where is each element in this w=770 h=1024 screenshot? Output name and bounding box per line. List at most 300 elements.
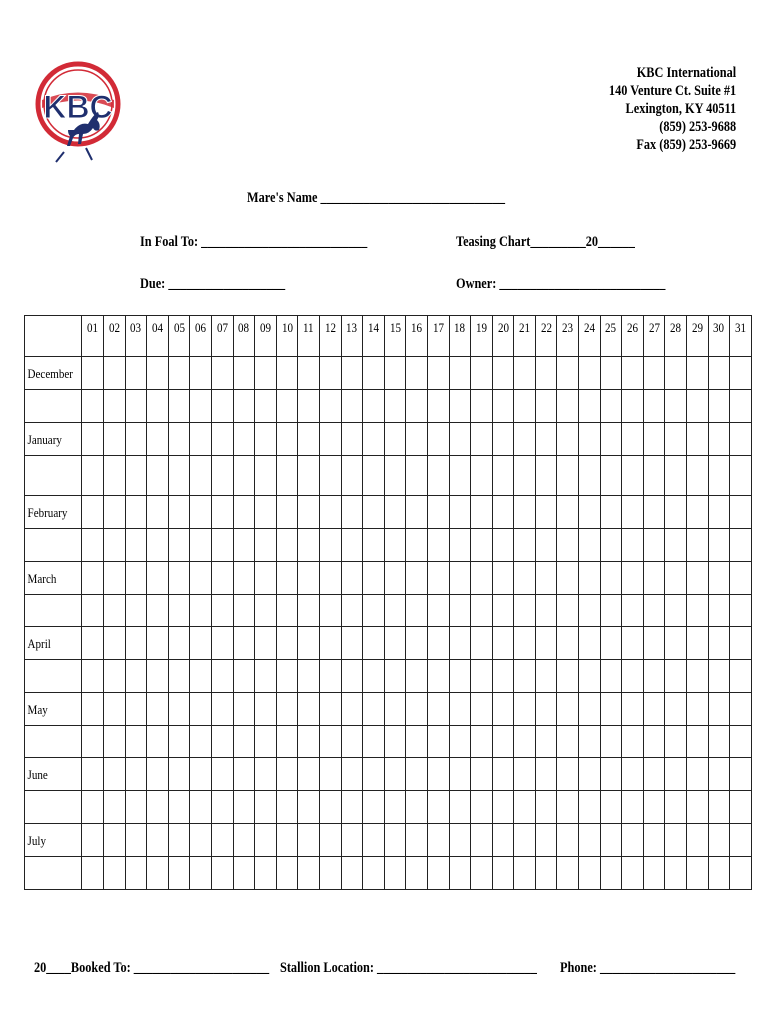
day-cell[interactable] [276,824,298,857]
day-cell[interactable] [384,758,406,791]
day-cell[interactable] [708,357,730,390]
day-cell[interactable] [687,857,709,890]
day-cell[interactable] [492,758,514,791]
day-cell[interactable] [190,758,212,791]
day-cell[interactable] [298,357,320,390]
day-cell[interactable] [233,496,255,529]
day-cell[interactable] [211,627,233,660]
day-cell[interactable] [449,390,471,423]
day-cell[interactable] [449,857,471,890]
day-cell[interactable] [190,357,212,390]
day-cell[interactable] [125,496,147,529]
day-cell[interactable] [557,456,579,496]
day-cell[interactable] [427,562,449,595]
day-cell[interactable] [125,824,147,857]
day-cell[interactable] [82,660,104,693]
day-cell[interactable] [600,390,622,423]
day-cell[interactable] [147,357,169,390]
day-cell[interactable] [363,595,385,627]
day-cell[interactable] [384,423,406,456]
day-cell[interactable] [471,726,493,758]
day-cell[interactable] [276,595,298,627]
day-cell[interactable] [492,595,514,627]
day-cell[interactable] [168,562,190,595]
day-cell[interactable] [449,357,471,390]
day-cell[interactable] [427,456,449,496]
day-cell[interactable] [406,390,428,423]
day-cell[interactable] [622,660,644,693]
day-cell[interactable] [319,529,341,562]
day-cell[interactable] [147,693,169,726]
day-cell[interactable] [600,595,622,627]
day-cell[interactable] [665,357,687,390]
day-cell[interactable] [514,595,536,627]
day-cell[interactable] [557,824,579,857]
day-cell[interactable] [104,824,126,857]
day-cell[interactable] [298,726,320,758]
day-cell[interactable] [427,857,449,890]
day-cell[interactable] [708,456,730,496]
day-cell[interactable] [233,857,255,890]
day-cell[interactable] [665,595,687,627]
day-cell[interactable] [255,595,277,627]
day-cell[interactable] [168,791,190,824]
day-cell[interactable] [125,726,147,758]
day-cell[interactable] [104,627,126,660]
day-cell[interactable] [557,726,579,758]
day-cell[interactable] [211,693,233,726]
day-cell[interactable] [643,357,665,390]
day-cell[interactable] [492,562,514,595]
day-cell[interactable] [622,456,644,496]
day-cell[interactable] [276,726,298,758]
day-cell[interactable] [471,496,493,529]
day-cell[interactable] [255,758,277,791]
day-cell[interactable] [622,627,644,660]
day-cell[interactable] [125,627,147,660]
day-cell[interactable] [233,758,255,791]
day-cell[interactable] [471,660,493,693]
day-cell[interactable] [708,496,730,529]
day-cell[interactable] [579,693,601,726]
day-cell[interactable] [708,660,730,693]
day-cell[interactable] [492,456,514,496]
day-cell[interactable] [643,390,665,423]
owner-field[interactable]: Owner: ___________________________ [456,276,666,292]
day-cell[interactable] [298,562,320,595]
day-cell[interactable] [276,758,298,791]
day-cell[interactable] [104,529,126,562]
day-cell[interactable] [600,357,622,390]
day-cell[interactable] [82,423,104,456]
day-cell[interactable] [190,595,212,627]
stallion-location-field[interactable]: Stallion Location: __________________________ [280,960,537,976]
day-cell[interactable] [449,423,471,456]
day-cell[interactable] [471,562,493,595]
day-cell[interactable] [147,627,169,660]
day-cell[interactable] [622,390,644,423]
day-cell[interactable] [427,627,449,660]
day-cell[interactable] [276,562,298,595]
day-cell[interactable] [255,496,277,529]
day-cell[interactable] [427,660,449,693]
day-cell[interactable] [600,758,622,791]
day-cell[interactable] [643,824,665,857]
day-cell[interactable] [643,627,665,660]
teasing-chart-field[interactable]: Teasing Chart_________20______ [456,234,635,250]
day-cell[interactable] [730,529,752,562]
day-cell[interactable] [579,357,601,390]
day-cell[interactable] [730,357,752,390]
day-cell[interactable] [622,529,644,562]
day-cell[interactable] [147,758,169,791]
day-cell[interactable] [298,496,320,529]
day-cell[interactable] [190,824,212,857]
day-cell[interactable] [319,857,341,890]
day-cell[interactable] [406,791,428,824]
day-cell[interactable] [363,496,385,529]
day-cell[interactable] [687,660,709,693]
day-cell[interactable] [427,423,449,456]
day-cell[interactable] [600,726,622,758]
day-cell[interactable] [341,496,363,529]
mares-name-field[interactable]: Mare's Name ______________________________ [247,190,506,206]
day-cell[interactable] [687,456,709,496]
day-cell[interactable] [341,660,363,693]
day-cell[interactable] [82,496,104,529]
day-cell[interactable] [643,562,665,595]
day-cell[interactable] [384,529,406,562]
day-cell[interactable] [579,390,601,423]
day-cell[interactable] [276,693,298,726]
day-cell[interactable] [341,693,363,726]
day-cell[interactable] [427,758,449,791]
day-cell[interactable] [665,693,687,726]
day-cell[interactable] [190,529,212,562]
day-cell[interactable] [211,791,233,824]
day-cell[interactable] [427,357,449,390]
day-cell[interactable] [255,693,277,726]
day-cell[interactable] [211,857,233,890]
day-cell[interactable] [514,824,536,857]
day-cell[interactable] [730,627,752,660]
day-cell[interactable] [600,562,622,595]
day-cell[interactable] [125,357,147,390]
day-cell[interactable] [471,357,493,390]
day-cell[interactable] [125,758,147,791]
day-cell[interactable] [665,726,687,758]
day-cell[interactable] [449,562,471,595]
day-cell[interactable] [557,791,579,824]
day-cell[interactable] [255,791,277,824]
day-cell[interactable] [255,857,277,890]
day-cell[interactable] [255,660,277,693]
day-cell[interactable] [535,595,557,627]
day-cell[interactable] [492,791,514,824]
day-cell[interactable] [600,824,622,857]
day-cell[interactable] [600,693,622,726]
day-cell[interactable] [687,758,709,791]
day-cell[interactable] [276,390,298,423]
day-cell[interactable] [211,562,233,595]
day-cell[interactable] [233,660,255,693]
day-cell[interactable] [708,390,730,423]
day-cell[interactable] [492,660,514,693]
day-cell[interactable] [708,562,730,595]
day-cell[interactable] [211,423,233,456]
day-cell[interactable] [579,791,601,824]
day-cell[interactable] [341,390,363,423]
day-cell[interactable] [492,627,514,660]
day-cell[interactable] [363,726,385,758]
day-cell[interactable] [643,758,665,791]
day-cell[interactable] [643,456,665,496]
day-cell[interactable] [168,390,190,423]
day-cell[interactable] [125,562,147,595]
day-cell[interactable] [104,726,126,758]
day-cell[interactable] [211,824,233,857]
day-cell[interactable] [665,390,687,423]
day-cell[interactable] [535,791,557,824]
day-cell[interactable] [687,357,709,390]
day-cell[interactable] [276,857,298,890]
day-cell[interactable] [82,824,104,857]
day-cell[interactable] [125,857,147,890]
day-cell[interactable] [319,456,341,496]
day-cell[interactable] [557,595,579,627]
day-cell[interactable] [730,562,752,595]
day-cell[interactable] [449,693,471,726]
day-cell[interactable] [168,660,190,693]
day-cell[interactable] [449,529,471,562]
day-cell[interactable] [579,456,601,496]
day-cell[interactable] [406,726,428,758]
day-cell[interactable] [190,660,212,693]
day-cell[interactable] [708,595,730,627]
day-cell[interactable] [298,456,320,496]
day-cell[interactable] [190,627,212,660]
day-cell[interactable] [643,423,665,456]
day-cell[interactable] [319,595,341,627]
day-cell[interactable] [579,726,601,758]
day-cell[interactable] [168,595,190,627]
day-cell[interactable] [406,627,428,660]
day-cell[interactable] [82,758,104,791]
day-cell[interactable] [579,423,601,456]
day-cell[interactable] [665,562,687,595]
day-cell[interactable] [579,824,601,857]
day-cell[interactable] [147,857,169,890]
day-cell[interactable] [535,660,557,693]
day-cell[interactable] [643,726,665,758]
day-cell[interactable] [298,595,320,627]
day-cell[interactable] [233,824,255,857]
day-cell[interactable] [255,562,277,595]
day-cell[interactable] [730,824,752,857]
day-cell[interactable] [708,423,730,456]
day-cell[interactable] [579,496,601,529]
day-cell[interactable] [276,529,298,562]
day-cell[interactable] [535,562,557,595]
day-cell[interactable] [276,791,298,824]
day-cell[interactable] [514,357,536,390]
day-cell[interactable] [384,693,406,726]
day-cell[interactable] [211,529,233,562]
in-foal-to-field[interactable]: In Foal To: ___________________________ [140,234,368,250]
day-cell[interactable] [168,456,190,496]
day-cell[interactable] [449,791,471,824]
day-cell[interactable] [82,562,104,595]
day-cell[interactable] [298,758,320,791]
day-cell[interactable] [363,562,385,595]
day-cell[interactable] [147,562,169,595]
day-cell[interactable] [471,595,493,627]
day-cell[interactable] [190,857,212,890]
day-cell[interactable] [492,857,514,890]
day-cell[interactable] [363,390,385,423]
day-cell[interactable] [579,758,601,791]
day-cell[interactable] [147,726,169,758]
day-cell[interactable] [643,496,665,529]
day-cell[interactable] [427,595,449,627]
day-cell[interactable] [514,529,536,562]
day-cell[interactable] [406,496,428,529]
day-cell[interactable] [233,357,255,390]
day-cell[interactable] [384,627,406,660]
day-cell[interactable] [687,627,709,660]
day-cell[interactable] [211,496,233,529]
day-cell[interactable] [341,529,363,562]
day-cell[interactable] [82,357,104,390]
day-cell[interactable] [708,857,730,890]
day-cell[interactable] [341,824,363,857]
day-cell[interactable] [665,660,687,693]
day-cell[interactable] [535,390,557,423]
day-cell[interactable] [319,496,341,529]
day-cell[interactable] [211,357,233,390]
day-cell[interactable] [168,529,190,562]
day-cell[interactable] [104,390,126,423]
day-cell[interactable] [147,456,169,496]
day-cell[interactable] [449,824,471,857]
day-cell[interactable] [708,627,730,660]
day-cell[interactable] [687,496,709,529]
day-cell[interactable] [406,456,428,496]
day-cell[interactable] [687,726,709,758]
day-cell[interactable] [147,529,169,562]
day-cell[interactable] [147,595,169,627]
day-cell[interactable] [341,357,363,390]
day-cell[interactable] [363,627,385,660]
day-cell[interactable] [82,390,104,423]
day-cell[interactable] [471,627,493,660]
day-cell[interactable] [298,791,320,824]
day-cell[interactable] [600,660,622,693]
day-cell[interactable] [492,496,514,529]
day-cell[interactable] [104,693,126,726]
day-cell[interactable] [363,791,385,824]
day-cell[interactable] [492,357,514,390]
day-cell[interactable] [363,529,385,562]
day-cell[interactable] [341,562,363,595]
day-cell[interactable] [363,824,385,857]
day-cell[interactable] [427,791,449,824]
day-cell[interactable] [643,660,665,693]
day-cell[interactable] [125,693,147,726]
day-cell[interactable] [384,456,406,496]
day-cell[interactable] [687,791,709,824]
day-cell[interactable] [449,627,471,660]
day-cell[interactable] [557,423,579,456]
day-cell[interactable] [190,423,212,456]
day-cell[interactable] [730,496,752,529]
day-cell[interactable] [427,496,449,529]
day-cell[interactable] [514,857,536,890]
day-cell[interactable] [104,496,126,529]
day-cell[interactable] [557,357,579,390]
day-cell[interactable] [168,423,190,456]
day-cell[interactable] [730,693,752,726]
day-cell[interactable] [579,660,601,693]
day-cell[interactable] [492,423,514,456]
day-cell[interactable] [471,758,493,791]
day-cell[interactable] [708,791,730,824]
day-cell[interactable] [557,562,579,595]
day-cell[interactable] [384,595,406,627]
day-cell[interactable] [82,595,104,627]
day-cell[interactable] [622,758,644,791]
day-cell[interactable] [168,857,190,890]
day-cell[interactable] [363,660,385,693]
day-cell[interactable] [535,857,557,890]
day-cell[interactable] [665,529,687,562]
day-cell[interactable] [535,726,557,758]
day-cell[interactable] [363,357,385,390]
day-cell[interactable] [233,390,255,423]
day-cell[interactable] [579,562,601,595]
day-cell[interactable] [255,357,277,390]
day-cell[interactable] [233,529,255,562]
day-cell[interactable] [492,726,514,758]
day-cell[interactable] [579,595,601,627]
day-cell[interactable] [233,456,255,496]
day-cell[interactable] [449,660,471,693]
day-cell[interactable] [579,627,601,660]
day-cell[interactable] [643,857,665,890]
day-cell[interactable] [687,824,709,857]
day-cell[interactable] [449,456,471,496]
day-cell[interactable] [82,627,104,660]
day-cell[interactable] [665,496,687,529]
day-cell[interactable] [104,791,126,824]
day-cell[interactable] [125,791,147,824]
day-cell[interactable] [557,529,579,562]
day-cell[interactable] [514,660,536,693]
day-cell[interactable] [147,824,169,857]
day-cell[interactable] [104,660,126,693]
day-cell[interactable] [168,693,190,726]
day-cell[interactable] [363,758,385,791]
day-cell[interactable] [190,562,212,595]
day-cell[interactable] [643,595,665,627]
day-cell[interactable] [730,456,752,496]
day-cell[interactable] [104,758,126,791]
day-cell[interactable] [708,758,730,791]
day-cell[interactable] [406,693,428,726]
day-cell[interactable] [406,357,428,390]
day-cell[interactable] [168,824,190,857]
day-cell[interactable] [535,456,557,496]
